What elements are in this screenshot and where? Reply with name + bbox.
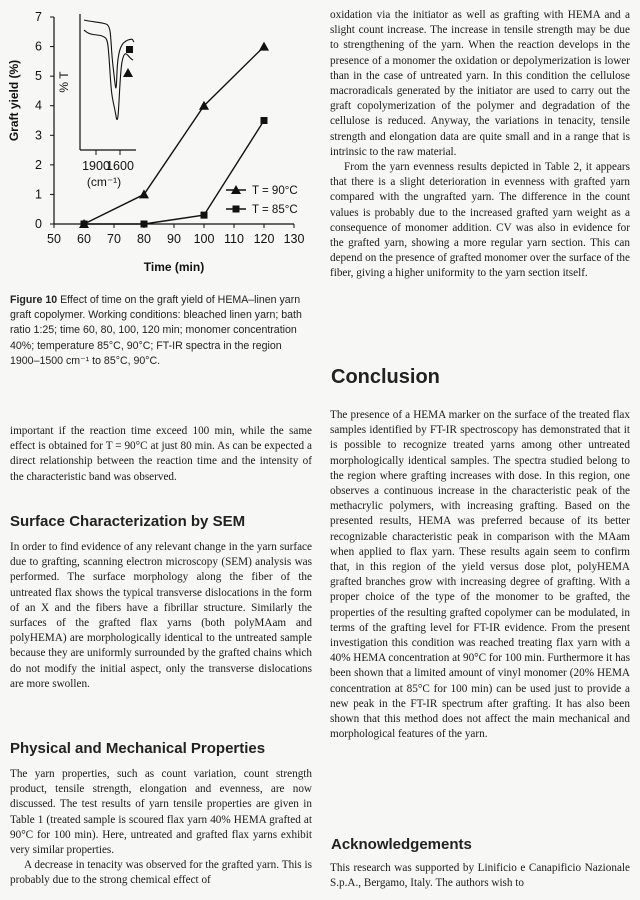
inset-marker-85: [126, 46, 133, 53]
inset-y-label: % T: [57, 71, 71, 93]
legend-label-1: T = 90°C: [252, 185, 298, 197]
y-tick-label: 5: [35, 69, 42, 84]
inset-marker-90: [123, 68, 133, 77]
inset-x-tick-label: 1900: [82, 159, 110, 173]
section-heading-acknowledgements: Acknowledgements: [331, 836, 472, 853]
physical-paragraphs: [10, 767, 312, 889]
y-tick-label: 0: [35, 217, 42, 231]
figure-caption: [10, 293, 310, 369]
sem-paragraph: In order to find evidence of any relevant change in the yarn surface due to grafting, scanning electron microscopy (SEM) analysis was performed. The surface morphology along the fiber of the untreated flax shows the typical transverse dislocations in the form of an X and the fibers have a fibrillar structure. Similarly the surfaces of the grafted flax yarns (both polyMAam and polyHEMA) are morphologically identical to the untreated sample because they are uniformly surrounded by the grafted chains which do not modify the initial aspect, only the transverse dislocations are more swollen.: [10, 541, 312, 690]
x-tick-label: 90: [167, 232, 181, 246]
x-axis-title: Time (min): [143, 260, 205, 274]
figure-label: Figure 10: [10, 294, 58, 306]
y-tick-label: 6: [35, 39, 42, 54]
right-para-1: oxidation via the initiator as well as grafting with HEMA and a slight count increase. The increase in tensile strength may be due to strengthening of the yarn. When the reaction develops in the presence of a monomer the oxidation or depolymerization is lower than in the case of untreated yarn. In this condition the cellulose macroradicals generated by the initiator are used to carry out the graft copolymerization of the polymer and degradation of the cellulose is reduced. Anyway, the variations in tenacity, tensile strength and elongation data are quite small and in a range that is intrinsic to the raw material.: [330, 9, 630, 158]
x-tick-label: 120: [253, 232, 275, 246]
x-tick-label: 70: [107, 232, 121, 246]
chart-legend: [226, 185, 298, 216]
ftir-inset: [57, 14, 136, 189]
y-tick-label: 1: [35, 187, 42, 202]
x-tick-label: 50: [47, 232, 61, 246]
x-tick-label: 80: [137, 232, 151, 246]
chart-series: [79, 42, 269, 228]
conclusion-paragraph: The presence of a HEMA marker on the surface of the treated flax samples identified by FT-IR spectroscopy has demonstrated that it is possible to recognize treated yarns among other untreated morphologically identical samples. The spectra studied belong to the region where grafting increases with dose. In this region, one observes a continuous increase in the characteristic peak of the methacrylic polymers, with increasing grafting. Based on the presented results, HEMA was preferred because of its better recognizable characteristic peak in comparison with the MAam when applied to flax yarn. These results again seem to confirm that, in this region of the yield versus dose plot, polyHEMA grafted branches grow with increasing degree of grafting. With a proper choice of the type of the monomer to be grafted, the properties of the resulting grafted copolymer can be modulated, in terms of the grafting level for FT-IR evidence. From the present investigation this condition was reached treating flax yarn with a 40% HEMA concentration at 90°C for 100 min. Furthermore it has been shown that a limited amount of vinyl monomer (20% HEMA concentration at 85°C for 100 min) can be used just to provide a new peak in the FT-IR spectrum after grafting. It has also been shown that this method does not affect the main mechanical and morphological features of the yarn.: [330, 409, 630, 741]
series-line-1: [84, 47, 264, 224]
y-axis-title: Graft yield (%): [7, 59, 21, 142]
right-paragraphs: [330, 8, 630, 282]
data-point-triangle: [139, 189, 149, 198]
x-tick-label: 130: [283, 232, 305, 246]
data-point-triangle: [259, 42, 269, 51]
physical-para-2: A decrease in tenacity was observed for the grafted yarn. This is probably due to the strong chemical effect of: [10, 859, 312, 887]
x-tick-label: 110: [224, 232, 244, 246]
x-tick-label: 60: [77, 232, 91, 246]
section-heading-physical: Physical and Mechanical Properties: [10, 740, 266, 757]
section-heading-conclusion: Conclusion: [331, 366, 440, 388]
data-point-square: [141, 221, 148, 228]
section-heading-sem: Surface Characterization by SEM: [10, 513, 246, 530]
legend-label-2: T = 85°C: [252, 204, 298, 216]
data-point-square: [81, 221, 88, 228]
legend-marker-square: [233, 206, 240, 213]
x-tick-label: 100: [193, 232, 215, 246]
inset-x-unit: (cm⁻¹): [86, 175, 122, 189]
y-tick-label: 2: [35, 157, 42, 172]
inset-x-tick-label: 1600: [106, 159, 134, 173]
right-para-2: From the yarn evenness results depicted in Table 2, it appears that there is a slight deterioration in evenness with grafted yarn compared with the ungrafted yarn. The difference in the count values is probably due to the increased grafted yarn weight as a consequence of monomer addition. CV was also in evidence for the grafted yarn, showing a more regular yarn section. This can depend on the presence of grafted monomer over the surface of the fiber, giving a higher uniformity to the yarn section itself.: [330, 161, 630, 280]
acknowledgements-paragraph: This research was supported by Linificio e Canapificio Nazionale S.p.A., Bergamo, Italy. The authors wish to: [330, 862, 630, 890]
graft-yield-chart: [0, 0, 310, 290]
data-point-square: [261, 117, 268, 124]
data-point-square: [201, 212, 208, 219]
left-para-1: important if the reaction time exceed 100 min, while the same effect is obtained for T = 90°C at just 80 min. As can be expected a direct relationship between the reaction time and the intensity of the characteristic band was observed.: [10, 425, 312, 483]
figure-caption-text: Effect of time on the graft yield of HEMA–linen yarn graft copolymer. Working conditions: bleached linen yarn; bath ratio 1:25; time 60, 80, 100, 120 min; monomer concentration 40%; temperature 85°C, 90°C; FT-IR spectra in the region 1900–1500 cm⁻¹ to 85°C, 90°C.: [10, 294, 302, 367]
physical-para-1: The yarn properties, such as count variation, count strength product, tensile strength, elongation and evenness, are now discussed. The test results of yarn tensile properties are given in Table 1 (treated sample is scoured flax yarn 40% HEMA grafted at 90°C for 100 min). Here, untreated and grafted flax yarns exhibit very similar properties.: [10, 768, 312, 857]
y-tick-label: 3: [35, 128, 42, 143]
y-tick-label: 4: [35, 98, 42, 113]
y-tick-label: 7: [35, 10, 42, 24]
